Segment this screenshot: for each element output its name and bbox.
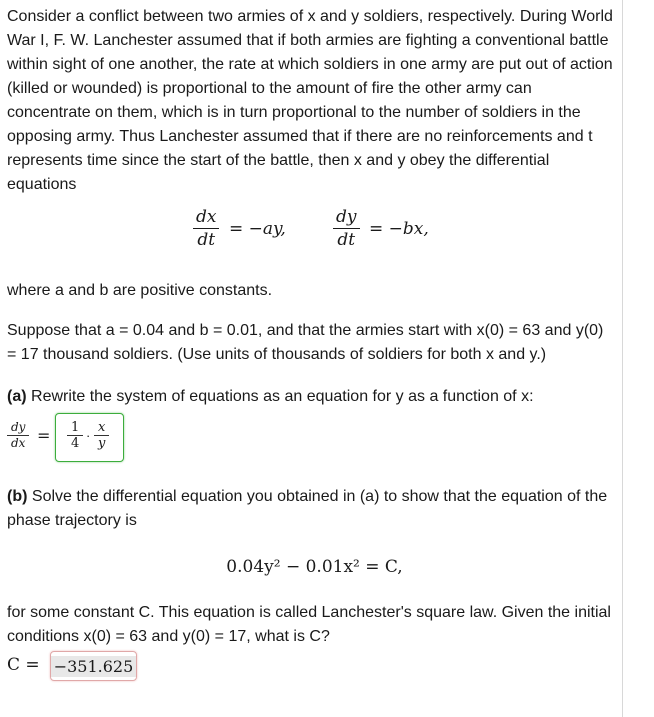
part-a-text: Rewrite the system of equations as an equation for y as a function of x: <box>31 388 534 405</box>
dydx-denominator: dx <box>11 436 26 450</box>
part-b-answer-row <box>7 651 622 685</box>
part-b-followup: for some constant C. This equation is called Lanchester's square law. Given the initial conditions x(0) = 63 and y(0) = 17, what is C? <box>7 604 611 645</box>
part-b-text: Solve the differential equation you obtained in (a) to show that the equation of the phase trajectory is <box>7 488 608 529</box>
part-b-label: (b) <box>7 488 28 505</box>
part-a-answer-row <box>7 413 622 465</box>
dydt-fraction <box>333 207 360 250</box>
part-a-answer-input[interactable] <box>55 413 124 462</box>
differential-equations <box>7 203 622 263</box>
answer-fraction-quarter: 1 4 <box>69 421 81 450</box>
part-a-label: (a) <box>7 388 27 405</box>
part-a-equals: = <box>37 426 51 445</box>
intro-paragraph: Consider a conflict between two armies of x and y soldiers, respectively. During World War I, F. W. Lanchester assumed that if both armies are fighting a conventional battle within sight of one another, the rate at which soldiers in one army are put out of action (killed or wounded) is proportional to the amount of fire the other army can concentrate on them, which is in turn proportional to the number of soldiers in the opposing army. Thus Lanchester assumed that if there are no reinforcements and t represents time since the start of the battle, then x and y obey the differential equations <box>7 8 613 193</box>
eq2-rhs: = −bx, <box>369 219 429 239</box>
c-equals-label: C = <box>7 655 40 675</box>
part-b-prompt <box>7 485 613 533</box>
dydx-fraction <box>9 421 27 450</box>
eq1-rhs: = −ay, <box>229 219 286 239</box>
dydt-numerator: dy <box>336 207 357 227</box>
dydx-numerator: dy <box>11 420 26 434</box>
dxdt-fraction <box>193 207 219 250</box>
dxdt-denominator: dt <box>197 230 216 250</box>
c-answer-input[interactable] <box>50 651 137 681</box>
constants-note: where a and b are positive constants. <box>7 282 273 299</box>
c-answer-value: −351.625 <box>51 656 137 677</box>
answer-dot: · <box>86 428 91 443</box>
given-conditions: Suppose that a = 0.04 and b = 0.01, and that the armies start with x(0) = 63 and y(0) = 17 thousand soldiers. (Use units of thousands of soldiers for both x and y.) <box>7 322 604 363</box>
dydt-denominator: dt <box>337 230 356 250</box>
answer-fraction-xy: x y <box>96 421 107 450</box>
square-law-equation: 0.04y² − 0.01x² = C, <box>226 557 403 577</box>
part-a-prompt <box>7 385 622 409</box>
dxdt-numerator: dx <box>196 207 217 227</box>
